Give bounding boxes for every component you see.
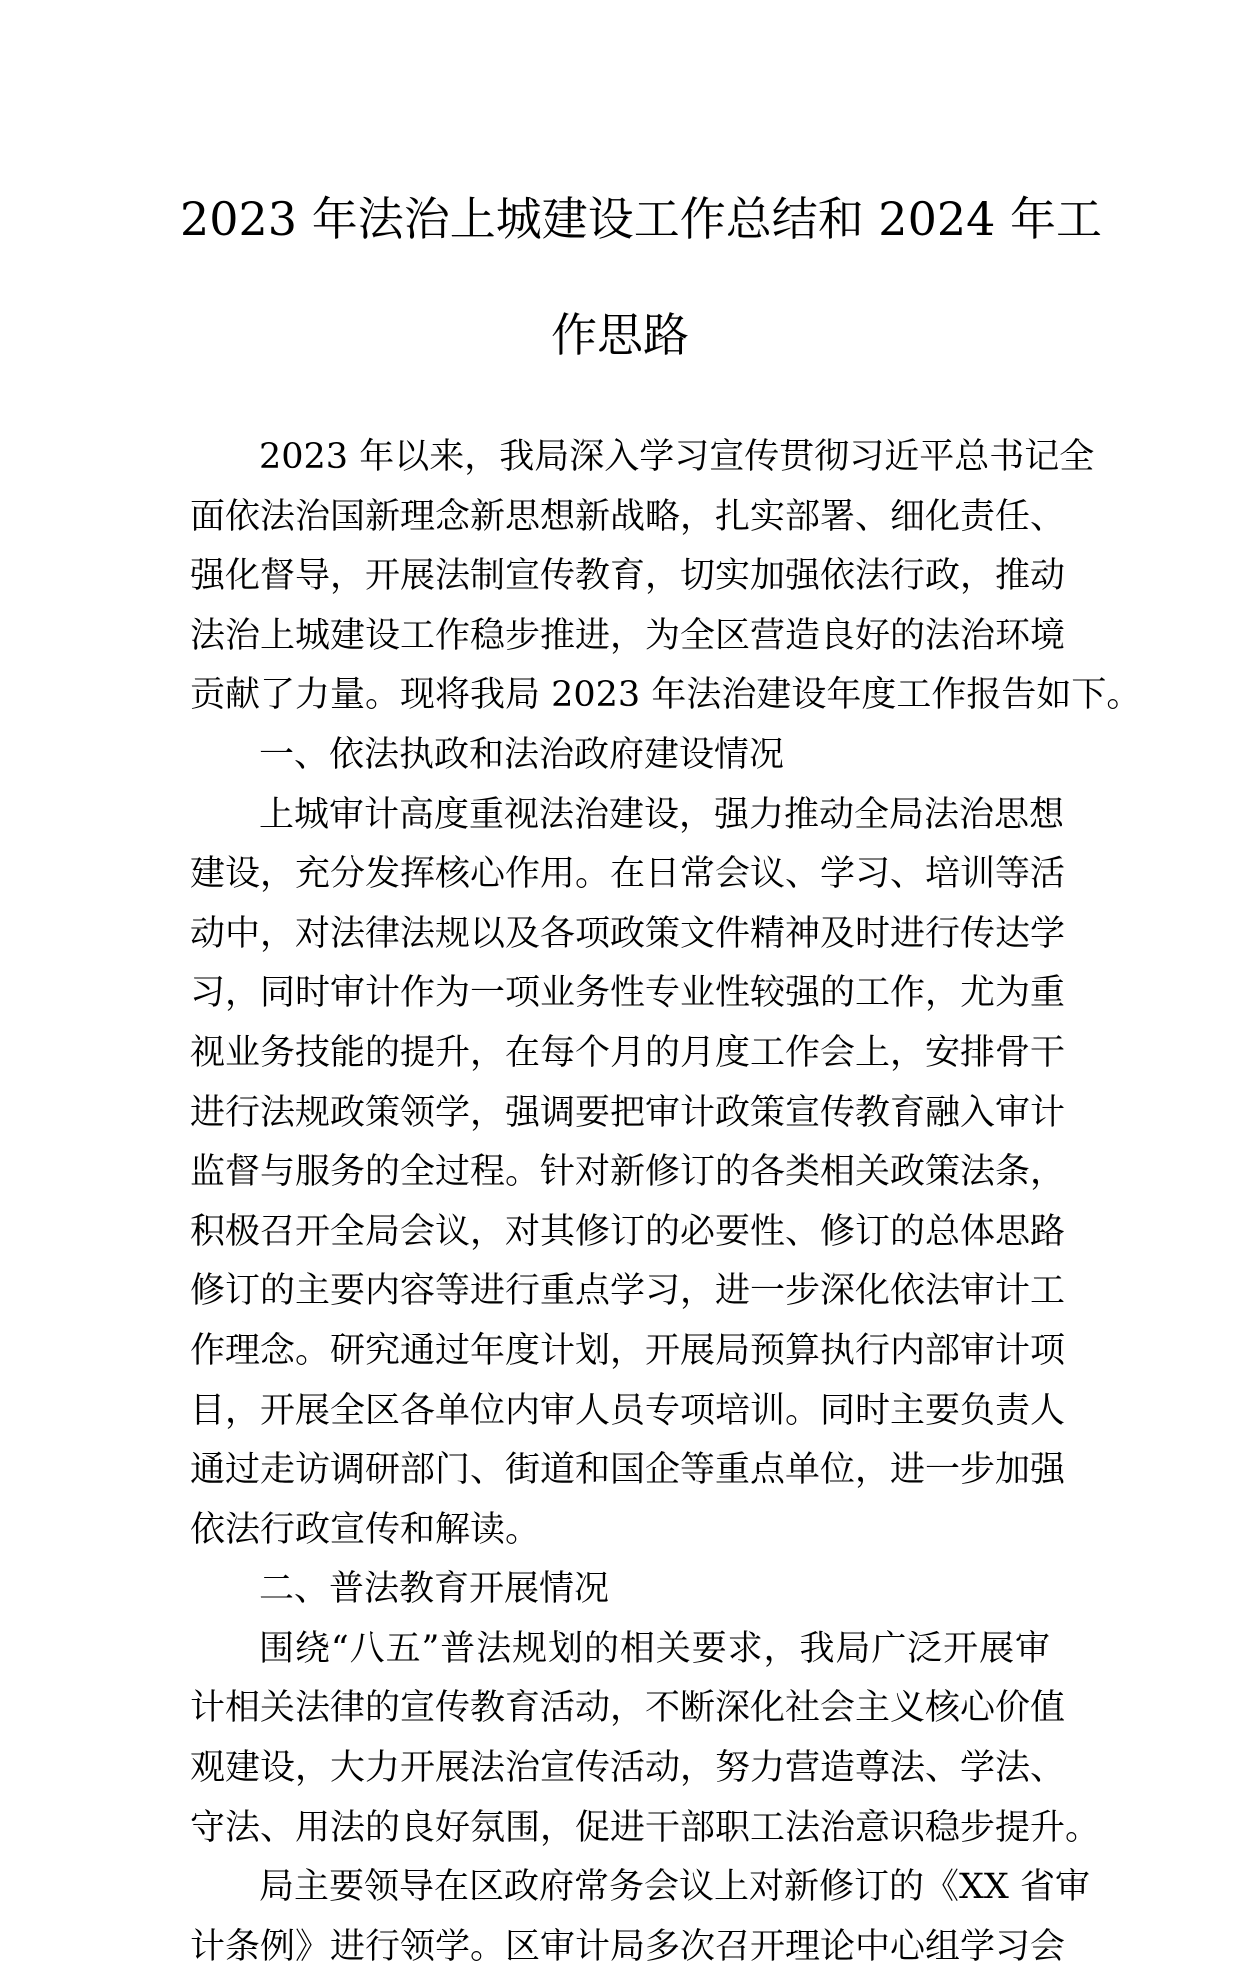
paragraph-line: 守法、用法的良好氛围，促进干部职工法治意识稳步提升。 bbox=[190, 1807, 1101, 1848]
paragraph-line: 计相关法律的宣传教育活动，不断深化社会主义核心价值 bbox=[190, 1688, 1066, 1729]
paragraph-line: 目，开展全区各单位内审人员专项培训。同时主要负责人 bbox=[190, 1390, 1066, 1431]
paragraph-line: 通过走访调研部门、街道和国企等重点单位，进一步加强 bbox=[190, 1450, 1066, 1491]
paragraph-line: 依法行政宣传和解读。 bbox=[190, 1509, 541, 1550]
section-heading: 一、依法执政和法治政府建设情况 bbox=[259, 734, 785, 775]
paragraph-line: 习，同时审计作为一项业务性专业性较强的工作，尤为重 bbox=[190, 973, 1066, 1014]
paragraph-line: 法治上城建设工作稳步推进，为全区营造良好的法治环境 bbox=[190, 615, 1066, 656]
document-title-line-2: 作思路 bbox=[551, 308, 689, 362]
paragraph-line: 作理念。研究通过年度计划，开展局预算执行内部审计项 bbox=[190, 1330, 1066, 1371]
document-title-line-1: 2023 年法治上城建设工作总结和 2024 年工 bbox=[180, 192, 1102, 246]
paragraph-line: 视业务技能的提升，在每个月的月度工作会上，安排骨干 bbox=[190, 1032, 1066, 1073]
paragraph-line: 修订的主要内容等进行重点学习，进一步深化依法审计工 bbox=[190, 1271, 1066, 1312]
paragraph-line: 面依法治国新理念新思想新战略，扎实部署、细化责任、 bbox=[190, 496, 1066, 537]
paragraph-line: 强化督导，开展法制宣传教育，切实加强依法行政，推动 bbox=[190, 556, 1066, 597]
section-heading: 二、普法教育开展情况 bbox=[259, 1569, 610, 1610]
paragraph-line: 局主要领导在区政府常务会议上对新修订的《XX 省审 bbox=[259, 1867, 1090, 1908]
paragraph-line: 计条例》进行领学。区审计局多次召开理论中心组学习会 bbox=[190, 1926, 1066, 1967]
paragraph-line: 贡献了力量。现将我局 2023 年法治建设年度工作报告如下。 bbox=[190, 675, 1142, 716]
paragraph-line: 积极召开全局会议，对其修订的必要性、修订的总体思路 bbox=[190, 1211, 1066, 1252]
paragraph-line: 动中，对法律法规以及各项政策文件精神及时进行传达学 bbox=[190, 913, 1066, 954]
document-body bbox=[190, 428, 1142, 1977]
paragraph-line: 建设，充分发挥核心作用。在日常会议、学习、培训等活 bbox=[190, 854, 1066, 895]
paragraph-line: 进行法规政策领学，强调要把审计政策宣传教育融入审计 bbox=[190, 1092, 1066, 1133]
paragraph-line: 上城审计高度重视法治建设，强力推动全局法治思想 bbox=[259, 794, 1065, 835]
paragraph-line: 2023 年以来，我局深入学习宣传贯彻习近平总书记全 bbox=[259, 437, 1095, 477]
paragraph-line: 观建设，大力开展法治宣传活动，努力营造尊法、学法、 bbox=[190, 1748, 1066, 1789]
paragraph-line: 监督与服务的全过程。针对新修订的各类相关政策法条， bbox=[190, 1152, 1066, 1193]
paragraph-line: 围绕“八五”普法规划的相关要求，我局广泛开展审 bbox=[259, 1628, 1050, 1669]
